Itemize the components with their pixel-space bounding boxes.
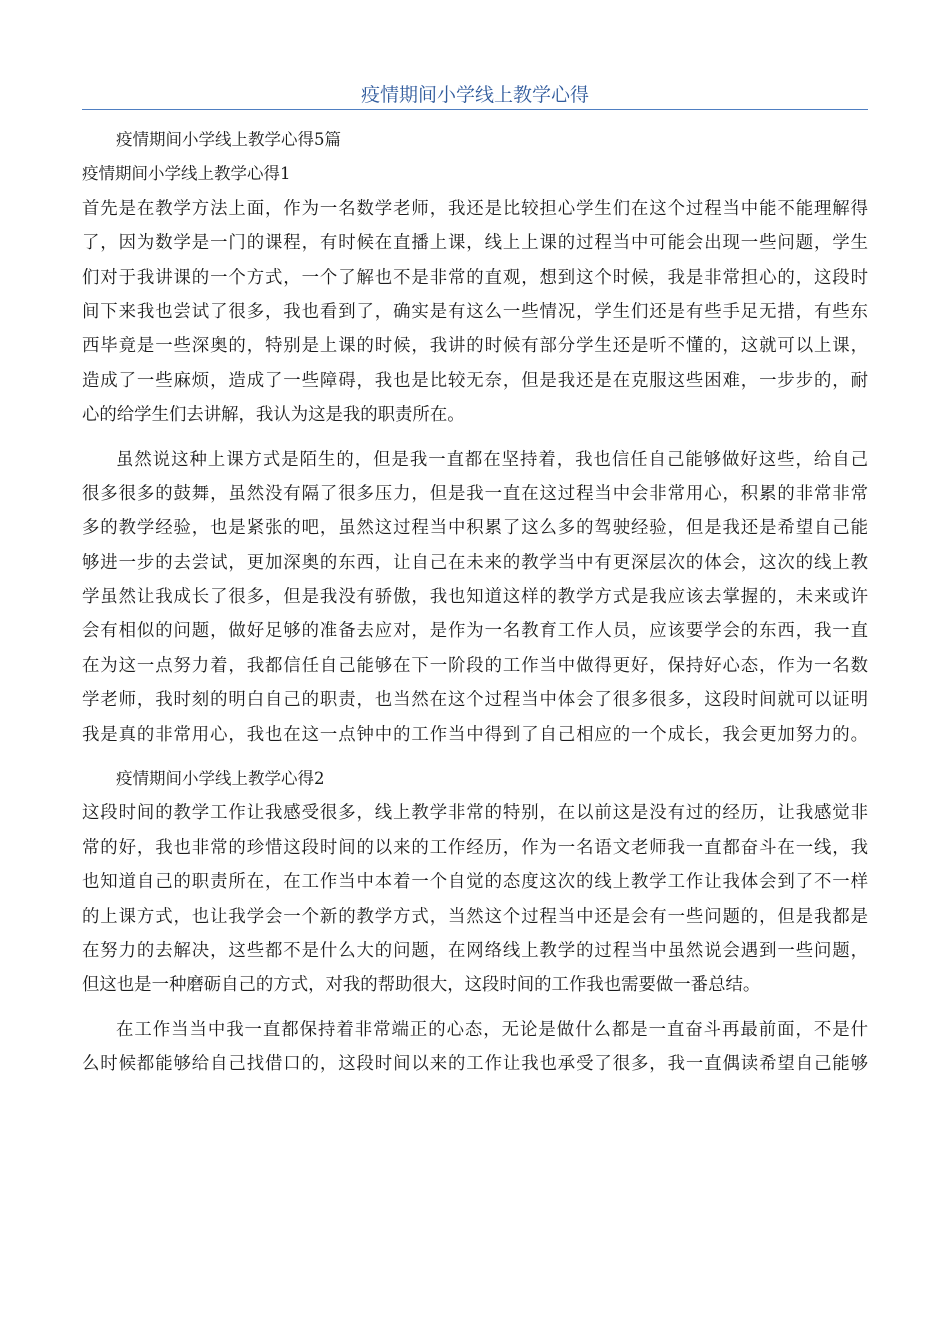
document-body: [82, 123, 868, 1082]
paragraph-line: 多的教学经验，也是紧张的吧，虽然这过程当中积累了这么多的驾驶经验，但是我还是希望自己能: [82, 518, 868, 539]
paragraph-line: 造成了一些麻烦，造成了一些障碍，我也是比较无奈，但是我还是在克服这些困难，一步步的，耐: [82, 370, 868, 391]
paragraph-line: 了，因为数学是一门的课程，有时候在直播上课，线上上课的过程当中可能会出现一些问题，学生: [82, 233, 868, 254]
paragraph-line: 但这也是一种磨砺自己的方式，对我的帮助很大，这段时间的工作我也需要做一番总结。: [82, 975, 761, 996]
paragraph-line: 首先是在教学方法上面，作为一名数学老师，我还是比较担心学生们在这个过程当中能不能理解得: [82, 198, 868, 219]
paragraph-line: 在努力的去解决，这些都不是什么大的问题，在网络线上教学的过程当中虽然说会遇到一些问题，: [82, 940, 868, 961]
paragraph-line: 也知道自己的职责所在，在工作当中本着一个自觉的态度这次的线上教学工作让我体会到了不一样: [82, 872, 868, 893]
paragraph-line: 会有相似的问题，做好足够的准备去应对，是作为一名教育工作人员，应该要学会的东西，我一直: [82, 621, 868, 642]
section-heading-1: 疫情期间小学线上教学心得1: [82, 164, 291, 184]
section1-paragraph-1: [82, 192, 868, 433]
paragraph-line: 我是真的非常用心，我也在这一点钟中的工作当中得到了自己相应的一个成长，我会更加努力的。: [82, 724, 868, 745]
section2-paragraph-1: [82, 796, 868, 1002]
paragraph-line: 间下来我也尝试了很多，我也看到了，确实是有这么一些情况，学生们还是有些手足无措，有些东: [82, 301, 868, 322]
paragraph-line: 西毕竟是一些深奥的，特别是上课的时候，我讲的时候有部分学生还是听不懂的，这就可以上课，: [82, 336, 868, 357]
paragraph-line: 么时候都能够给自己找借口的，这段时间以来的工作让我也承受了很多，我一直偶读希望自己能够: [82, 1054, 868, 1075]
page-header-title: 疫情期间小学线上教学心得: [360, 84, 589, 106]
paragraph-line: 们对于我讲课的一个方式，一个了解也不是非常的直观，想到这个时候，我是非常担心的，这段时: [82, 267, 868, 288]
document-subtitle: 疫情期间小学线上教学心得5篇: [116, 130, 341, 149]
paragraph-line: 很多很多的鼓舞，虽然没有隔了很多压力，但是我一直在这过程当中会非常用心，积累的非常非常: [82, 483, 868, 504]
paragraph-line: 在工作当当中我一直都保持着非常端正的心态，无论是做什么都是一直奋斗再最前面，不是什: [116, 1019, 868, 1040]
paragraph-line: 虽然说这种上课方式是陌生的，但是我一直都在坚持着，我也信任自己能够做好这些，给自己: [116, 449, 868, 470]
header-divider: [82, 109, 868, 110]
paragraph-line: 的上课方式，也让我学会一个新的教学方式，当然这个过程当中还是会有一些问题的，但是我都是: [82, 906, 868, 927]
paragraph-line: 够进一步的去尝试，更加深奥的东西，让自己在未来的教学当中有更深层次的体会，这次的线上教: [82, 552, 868, 573]
paragraph-line: 心的给学生们去讲解，我认为这是我的职责所在。: [82, 405, 465, 426]
paragraph-line: 学虽然让我成长了很多，但是我没有骄傲，我也知道这样的教学方式是我应该去掌握的，未来或许: [82, 587, 868, 608]
paragraph-line: 常的好，我也非常的珍惜这段时间的以来的工作经历，作为一名语文老师我一直都奋斗在一线，我: [82, 837, 868, 858]
paragraph-line: 学老师，我时刻的明白自己的职责，也当然在这个过程当中体会了很多很多，这段时间就可以证明: [82, 690, 868, 711]
section2-paragraph-2: [82, 1013, 868, 1082]
paragraph-line: 这段时间的教学工作让我感受很多，线上教学非常的特别，在以前这是没有过的经历，让我感觉非: [82, 803, 868, 824]
section-heading-2: 疫情期间小学线上教学心得2: [116, 769, 325, 789]
paragraph-line: 在为这一点努力着，我都信任自己能够在下一阶段的工作当中做得更好，保持好心态，作为一名数: [82, 655, 868, 676]
section1-paragraph-2: [82, 443, 868, 753]
